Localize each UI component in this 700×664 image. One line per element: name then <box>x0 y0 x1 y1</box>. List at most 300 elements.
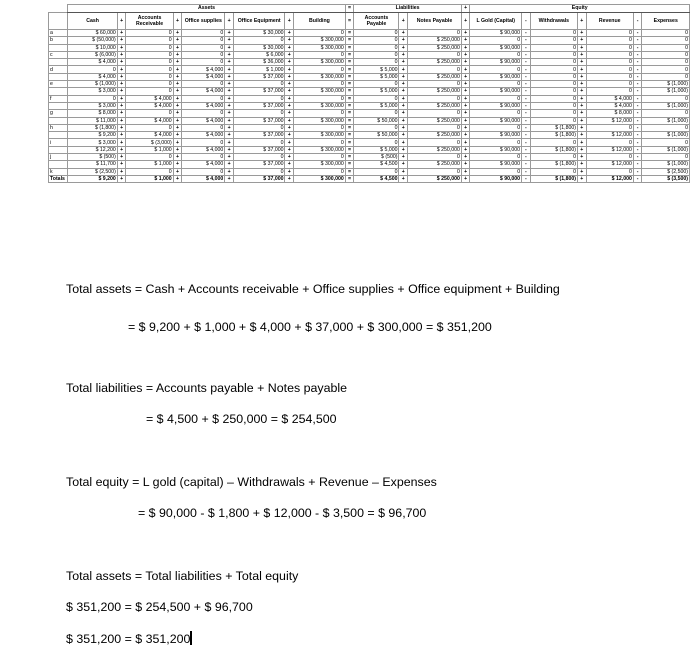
value-cell[interactable]: 0 <box>642 44 690 51</box>
value-cell[interactable]: $ 250,000 <box>408 175 462 182</box>
operator-cell: - <box>633 51 642 58</box>
value-cell[interactable]: $ 4,000 <box>126 132 173 139</box>
value-cell[interactable]: $ (1,000) <box>642 161 690 168</box>
group-spacer <box>49 5 68 13</box>
value-cell[interactable]: 0 <box>642 73 690 80</box>
operator-cell: + <box>577 81 586 88</box>
value-cell[interactable]: $ 90,000 <box>470 102 522 109</box>
value-cell[interactable]: 0 <box>354 30 399 37</box>
value-cell[interactable]: $ 37,000 <box>233 175 285 182</box>
value-cell[interactable]: $ 11,700 <box>68 161 117 168</box>
value-cell[interactable]: $ 90,000 <box>470 44 522 51</box>
operator-cell: - <box>633 175 642 182</box>
value-cell[interactable]: $ 37,000 <box>233 117 285 124</box>
value-cell[interactable]: 0 <box>233 154 285 161</box>
value-cell[interactable]: $ 4,000 <box>68 73 117 80</box>
value-cell[interactable]: $ 4,000 <box>182 117 225 124</box>
value-cell[interactable]: $ 3,000 <box>68 88 117 95</box>
value-cell[interactable]: 0 <box>470 110 522 117</box>
value-cell[interactable]: 0 <box>354 124 399 131</box>
value-cell[interactable]: 0 <box>586 66 633 73</box>
value-cell[interactable]: 0 <box>530 51 577 58</box>
value-cell[interactable]: $ 4,000 <box>182 146 225 153</box>
value-cell[interactable]: 0 <box>530 168 577 175</box>
value-cell[interactable]: 0 <box>642 124 690 131</box>
value-cell[interactable]: $ 250,000 <box>408 44 462 51</box>
value-cell[interactable]: $ 90,000 <box>470 73 522 80</box>
value-cell[interactable]: 0 <box>530 59 577 66</box>
value-cell[interactable]: 0 <box>126 110 173 117</box>
value-cell[interactable]: $ (1,800) <box>530 124 577 131</box>
value-cell[interactable]: $ (500) <box>354 154 399 161</box>
value-cell[interactable]: $ 1,000 <box>233 66 285 73</box>
value-cell[interactable]: $ 5,000 <box>354 146 399 153</box>
value-cell[interactable]: 0 <box>408 124 462 131</box>
value-cell[interactable]: $ (1,000) <box>642 102 690 109</box>
value-cell[interactable]: $ 90,000 <box>470 146 522 153</box>
operator-cell: + <box>117 66 126 73</box>
value-cell[interactable]: $ 4,500 <box>354 175 399 182</box>
value-cell[interactable]: 0 <box>182 124 225 131</box>
value-cell[interactable]: $ 1,000 <box>126 175 173 182</box>
value-cell[interactable]: $ 12,000 <box>586 146 633 153</box>
value-cell[interactable]: $ 50,000 <box>354 132 399 139</box>
value-cell[interactable]: 0 <box>126 81 173 88</box>
value-cell[interactable]: 0 <box>470 81 522 88</box>
operator-cell: - <box>522 95 531 102</box>
value-cell[interactable]: 0 <box>408 110 462 117</box>
operator-cell: + <box>399 124 408 131</box>
value-cell[interactable]: 0 <box>470 168 522 175</box>
operator-cell: + <box>285 66 294 73</box>
value-cell[interactable]: $ 5,000 <box>354 66 399 73</box>
value-cell[interactable]: 0 <box>586 168 633 175</box>
value-cell[interactable]: $ 1,000 <box>126 161 173 168</box>
value-cell[interactable]: 0 <box>294 66 346 73</box>
value-cell[interactable]: 0 <box>408 30 462 37</box>
value-cell[interactable]: 0 <box>233 110 285 117</box>
operator-cell: - <box>633 59 642 66</box>
operator-cell: + <box>117 168 126 175</box>
operator-cell: + <box>285 51 294 58</box>
operator-cell: + <box>117 59 126 66</box>
value-cell[interactable]: $ 4,000 <box>126 102 173 109</box>
value-cell[interactable]: 0 <box>233 81 285 88</box>
value-cell[interactable]: 0 <box>530 117 577 124</box>
value-cell[interactable]: $ (500) <box>68 154 117 161</box>
value-cell[interactable]: 0 <box>294 139 346 146</box>
value-cell[interactable]: 0 <box>642 59 690 66</box>
value-cell[interactable]: 0 <box>530 81 577 88</box>
value-cell[interactable]: 0 <box>126 154 173 161</box>
operator-cell: + <box>225 154 234 161</box>
value-cell[interactable]: 0 <box>294 110 346 117</box>
value-cell[interactable]: 0 <box>126 30 173 37</box>
value-cell[interactable]: 0 <box>182 51 225 58</box>
value-cell[interactable]: 0 <box>642 154 690 161</box>
value-cell[interactable]: $ 12,200 <box>68 146 117 153</box>
operator-cell: - <box>522 81 531 88</box>
value-cell[interactable]: $ 4,000 <box>182 132 225 139</box>
value-cell[interactable]: $ 6,000 <box>233 51 285 58</box>
value-cell[interactable]: $ 37,000 <box>233 102 285 109</box>
value-cell[interactable]: $ 90,000 <box>470 88 522 95</box>
value-cell[interactable]: 0 <box>408 95 462 102</box>
value-cell[interactable]: 0 <box>354 168 399 175</box>
value-cell[interactable]: $ 4,000 <box>182 161 225 168</box>
value-cell[interactable]: 0 <box>586 51 633 58</box>
value-cell[interactable]: $ 250,000 <box>408 73 462 80</box>
value-cell[interactable]: $ 4,000 <box>126 117 173 124</box>
operator-cell: + <box>461 117 470 124</box>
value-cell[interactable]: $ (3,000) <box>126 139 173 146</box>
value-cell[interactable]: 0 <box>126 37 173 44</box>
value-cell[interactable]: $ (2,500) <box>68 168 117 175</box>
value-cell[interactable]: $ 90,000 <box>470 30 522 37</box>
value-cell[interactable]: 0 <box>182 59 225 66</box>
value-cell[interactable]: 0 <box>294 30 346 37</box>
value-cell[interactable]: 0 <box>182 81 225 88</box>
value-cell[interactable]: 0 <box>68 95 117 102</box>
value-cell[interactable]: 0 <box>68 66 117 73</box>
value-cell[interactable]: 0 <box>354 37 399 44</box>
value-cell[interactable]: $ 5,000 <box>354 73 399 80</box>
value-cell[interactable]: $ 250,000 <box>408 161 462 168</box>
value-cell[interactable]: $ 5,000 <box>354 88 399 95</box>
operator-cell: + <box>399 30 408 37</box>
table-row <box>49 117 690 124</box>
operator-cell: + <box>117 30 126 37</box>
value-cell[interactable]: 0 <box>182 95 225 102</box>
row-label <box>49 132 68 139</box>
value-cell[interactable]: 0 <box>642 51 690 58</box>
value-cell[interactable]: $ 90,000 <box>470 175 522 182</box>
operator-cell: + <box>461 51 470 58</box>
value-cell[interactable]: 0 <box>126 124 173 131</box>
table-row <box>49 154 690 161</box>
value-cell[interactable]: 0 <box>354 59 399 66</box>
operator-cell: - <box>633 37 642 44</box>
value-cell[interactable]: $ 36,000 <box>233 59 285 66</box>
value-cell[interactable]: $ (1,800) <box>68 124 117 131</box>
column-header: = <box>345 13 354 30</box>
value-cell[interactable]: 0 <box>294 95 346 102</box>
assets-value: = $ 9,200 + $ 1,000 + $ 4,000 + $ 37,000 + $ 300,000 = $ 351,200 <box>128 320 492 334</box>
value-cell[interactable]: 0 <box>233 139 285 146</box>
value-cell[interactable]: $ 12,000 <box>586 161 633 168</box>
value-cell[interactable]: 0 <box>354 44 399 51</box>
value-cell[interactable]: $ 37,000 <box>233 161 285 168</box>
value-cell[interactable]: $ 300,000 <box>294 37 346 44</box>
value-cell[interactable]: $ 300,000 <box>294 102 346 109</box>
value-cell[interactable]: $ (1,800) <box>530 161 577 168</box>
value-cell[interactable]: $ (2,500) <box>642 168 690 175</box>
value-cell[interactable]: 0 <box>530 102 577 109</box>
value-cell[interactable]: 0 <box>586 139 633 146</box>
operator-cell: - <box>633 139 642 146</box>
value-cell[interactable]: 0 <box>586 154 633 161</box>
value-cell[interactable]: 0 <box>642 110 690 117</box>
operator-cell: + <box>461 154 470 161</box>
value-cell[interactable]: 0 <box>354 51 399 58</box>
value-cell[interactable]: $ 300,000 <box>294 146 346 153</box>
value-cell[interactable]: 0 <box>182 30 225 37</box>
value-cell[interactable]: 0 <box>470 139 522 146</box>
value-cell[interactable]: 0 <box>530 95 577 102</box>
value-cell[interactable]: 0 <box>530 30 577 37</box>
value-cell[interactable]: 0 <box>126 168 173 175</box>
value-cell[interactable]: 0 <box>233 95 285 102</box>
value-cell[interactable]: $ 8,000 <box>68 110 117 117</box>
value-cell[interactable]: 0 <box>294 51 346 58</box>
operator-cell: + <box>399 139 408 146</box>
value-cell[interactable]: 0 <box>586 44 633 51</box>
value-cell[interactable]: 0 <box>642 66 690 73</box>
value-cell[interactable]: 0 <box>530 44 577 51</box>
value-cell[interactable]: 0 <box>642 30 690 37</box>
value-cell[interactable]: 0 <box>126 59 173 66</box>
operator-cell: + <box>173 110 182 117</box>
value-cell[interactable]: $ 1,000 <box>126 146 173 153</box>
value-cell[interactable]: 0 <box>182 110 225 117</box>
value-cell[interactable]: $ 300,000 <box>294 175 346 182</box>
value-cell[interactable]: $ 90,000 <box>470 117 522 124</box>
value-cell[interactable]: $ 37,000 <box>233 132 285 139</box>
operator-cell: + <box>577 44 586 51</box>
value-cell[interactable]: 0 <box>182 139 225 146</box>
value-cell[interactable]: 0 <box>586 30 633 37</box>
value-cell[interactable]: $ (50,000) <box>68 37 117 44</box>
operator-cell: - <box>633 117 642 124</box>
value-cell[interactable]: $ 8,000 <box>586 110 633 117</box>
value-cell[interactable]: 0 <box>470 154 522 161</box>
value-cell[interactable]: $ 3,000 <box>68 139 117 146</box>
value-cell[interactable]: 0 <box>470 66 522 73</box>
operator-cell: + <box>285 154 294 161</box>
value-cell[interactable]: $ 300,000 <box>294 132 346 139</box>
operator-cell: + <box>225 30 234 37</box>
value-cell[interactable]: $ 9,200 <box>68 175 117 182</box>
value-cell[interactable]: 0 <box>294 124 346 131</box>
row-label: Totals <box>49 175 68 182</box>
value-cell[interactable]: $ 60,000 <box>68 30 117 37</box>
value-cell[interactable]: $ 90,000 <box>470 161 522 168</box>
value-cell[interactable]: 0 <box>408 66 462 73</box>
value-cell[interactable]: $ (1,800) <box>530 132 577 139</box>
value-cell[interactable]: $ 4,000 <box>182 88 225 95</box>
operator-cell: - <box>522 175 531 182</box>
column-header: Notes Payable <box>408 13 462 30</box>
operator-cell: + <box>577 132 586 139</box>
value-cell[interactable]: $ 9,200 <box>68 132 117 139</box>
value-cell[interactable]: 0 <box>408 51 462 58</box>
value-cell[interactable]: $ 300,000 <box>294 161 346 168</box>
value-cell[interactable]: $ 90,000 <box>470 132 522 139</box>
value-cell[interactable]: 0 <box>530 37 577 44</box>
row-label <box>49 146 68 153</box>
group-header: Equity <box>470 5 690 13</box>
operator-cell: + <box>461 88 470 95</box>
value-cell[interactable]: $ 250,000 <box>408 59 462 66</box>
value-cell[interactable]: 0 <box>354 139 399 146</box>
value-cell[interactable]: $ 4,000 <box>182 73 225 80</box>
value-cell[interactable]: 0 <box>586 59 633 66</box>
value-cell[interactable]: 0 <box>182 44 225 51</box>
value-cell[interactable]: $ 250,000 <box>408 37 462 44</box>
value-cell[interactable]: $ 37,000 <box>233 73 285 80</box>
value-cell[interactable]: 0 <box>126 66 173 73</box>
value-cell[interactable]: 0 <box>530 73 577 80</box>
operator-cell: + <box>117 102 126 109</box>
value-cell[interactable]: 0 <box>586 73 633 80</box>
operator-cell: + <box>225 139 234 146</box>
value-cell[interactable]: 0 <box>530 139 577 146</box>
value-cell[interactable]: $ 4,000 <box>182 175 225 182</box>
value-cell[interactable]: $ 300,000 <box>294 88 346 95</box>
operator-cell: + <box>399 168 408 175</box>
value-cell[interactable]: 0 <box>408 168 462 175</box>
transaction-table <box>48 4 690 183</box>
value-cell[interactable]: $ (1,000) <box>642 117 690 124</box>
value-cell[interactable]: $ 12,000 <box>586 175 633 182</box>
value-cell[interactable]: $ 4,500 <box>354 161 399 168</box>
value-cell[interactable]: 0 <box>470 95 522 102</box>
value-cell[interactable]: 0 <box>408 139 462 146</box>
value-cell[interactable]: 0 <box>294 168 346 175</box>
operator-cell: + <box>173 139 182 146</box>
value-cell[interactable]: 0 <box>126 51 173 58</box>
value-cell[interactable]: $ 4,000 <box>126 95 173 102</box>
value-cell[interactable]: $ (1,000) <box>642 132 690 139</box>
value-cell[interactable]: $ (1,000) <box>68 81 117 88</box>
value-cell[interactable]: 0 <box>233 37 285 44</box>
value-cell[interactable]: $ 250,000 <box>408 146 462 153</box>
operator-cell: + <box>399 161 408 168</box>
operator-cell: + <box>173 73 182 80</box>
value-cell[interactable]: 0 <box>642 139 690 146</box>
value-cell[interactable]: $ 30,000 <box>233 30 285 37</box>
value-cell[interactable]: $ (1,000) <box>642 88 690 95</box>
value-cell[interactable]: $ 5,000 <box>354 102 399 109</box>
value-cell[interactable]: 0 <box>530 66 577 73</box>
value-cell[interactable]: $ 50,000 <box>354 117 399 124</box>
column-header <box>49 13 68 30</box>
value-cell[interactable]: 0 <box>294 154 346 161</box>
operator-cell: + <box>285 73 294 80</box>
value-cell[interactable]: 0 <box>530 154 577 161</box>
column-header: Cash <box>68 13 117 30</box>
row-label: a <box>49 30 68 37</box>
value-cell[interactable]: $ 250,000 <box>408 132 462 139</box>
value-cell[interactable]: 0 <box>354 95 399 102</box>
value-cell[interactable]: $ 37,000 <box>233 88 285 95</box>
value-cell[interactable]: 0 <box>354 110 399 117</box>
value-cell[interactable]: 0 <box>586 37 633 44</box>
value-cell[interactable]: 0 <box>586 88 633 95</box>
check-line-2-wrap[interactable] <box>66 631 192 646</box>
value-cell[interactable]: $ (1,800) <box>530 175 577 182</box>
value-cell[interactable]: $ 4,000 <box>68 59 117 66</box>
value-cell[interactable]: 0 <box>182 154 225 161</box>
value-cell[interactable]: $ 250,000 <box>408 117 462 124</box>
table-row <box>49 30 690 37</box>
value-cell[interactable]: $ 37,000 <box>233 146 285 153</box>
value-cell[interactable]: 0 <box>530 110 577 117</box>
value-cell[interactable]: 0 <box>586 81 633 88</box>
operator-cell: + <box>461 102 470 109</box>
operator-cell: - <box>633 146 642 153</box>
value-cell[interactable]: 0 <box>642 37 690 44</box>
value-cell[interactable]: 0 <box>408 154 462 161</box>
value-cell[interactable]: $ 300,000 <box>294 117 346 124</box>
value-cell[interactable]: 0 <box>294 81 346 88</box>
value-cell[interactable]: $ 250,000 <box>408 102 462 109</box>
value-cell[interactable]: $ 4,000 <box>182 66 225 73</box>
value-cell[interactable]: $ 300,000 <box>294 44 346 51</box>
value-cell[interactable]: 0 <box>642 95 690 102</box>
value-cell[interactable]: $ (1,000) <box>642 81 690 88</box>
value-cell[interactable]: $ 10,000 <box>68 44 117 51</box>
value-cell[interactable]: $ 300,000 <box>294 73 346 80</box>
operator-cell: + <box>461 95 470 102</box>
value-cell[interactable]: 0 <box>126 88 173 95</box>
operator-cell: + <box>285 81 294 88</box>
operator-cell: + <box>399 66 408 73</box>
value-cell[interactable]: $ (1,800) <box>530 146 577 153</box>
value-cell[interactable]: $ 30,000 <box>233 44 285 51</box>
value-cell[interactable]: $ (6,000) <box>68 51 117 58</box>
value-cell[interactable]: $ 4,000 <box>586 95 633 102</box>
operator-cell: + <box>285 139 294 146</box>
value-cell[interactable]: 0 <box>470 51 522 58</box>
value-cell[interactable]: 0 <box>586 124 633 131</box>
value-cell[interactable]: 0 <box>233 124 285 131</box>
operator-cell: + <box>173 51 182 58</box>
column-header: + <box>399 13 408 30</box>
value-cell[interactable]: 0 <box>126 73 173 80</box>
value-cell[interactable]: $ 12,000 <box>586 132 633 139</box>
value-cell[interactable]: $ 12,000 <box>586 117 633 124</box>
value-cell[interactable]: $ 90,000 <box>470 59 522 66</box>
value-cell[interactable]: 0 <box>530 88 577 95</box>
value-cell[interactable]: $ (1,000) <box>642 146 690 153</box>
value-cell[interactable]: $ 250,000 <box>408 88 462 95</box>
operator-cell: + <box>225 95 234 102</box>
operator-cell: = <box>345 30 354 37</box>
value-cell[interactable]: $ 11,000 <box>68 117 117 124</box>
value-cell[interactable]: 0 <box>126 44 173 51</box>
column-header: Withdrawals <box>530 13 577 30</box>
value-cell[interactable]: 0 <box>233 168 285 175</box>
check-line-2[interactable]: $ 351,200 = $ 351,200 <box>66 632 191 646</box>
operator-cell: + <box>577 59 586 66</box>
value-cell[interactable]: $ 300,000 <box>294 59 346 66</box>
value-cell[interactable]: 0 <box>408 81 462 88</box>
operator-cell: + <box>173 44 182 51</box>
value-cell[interactable]: 0 <box>182 168 225 175</box>
value-cell[interactable]: $ (3,500) <box>642 175 690 182</box>
operator-cell: + <box>577 30 586 37</box>
value-cell[interactable]: $ 4,000 <box>586 102 633 109</box>
value-cell[interactable]: $ 3,000 <box>68 102 117 109</box>
value-cell[interactable]: 0 <box>470 37 522 44</box>
value-cell[interactable]: $ 4,000 <box>182 102 225 109</box>
operator-cell: - <box>522 51 531 58</box>
value-cell[interactable]: 0 <box>470 124 522 131</box>
value-cell[interactable]: 0 <box>354 81 399 88</box>
value-cell[interactable]: 0 <box>182 37 225 44</box>
operator-cell: + <box>461 124 470 131</box>
